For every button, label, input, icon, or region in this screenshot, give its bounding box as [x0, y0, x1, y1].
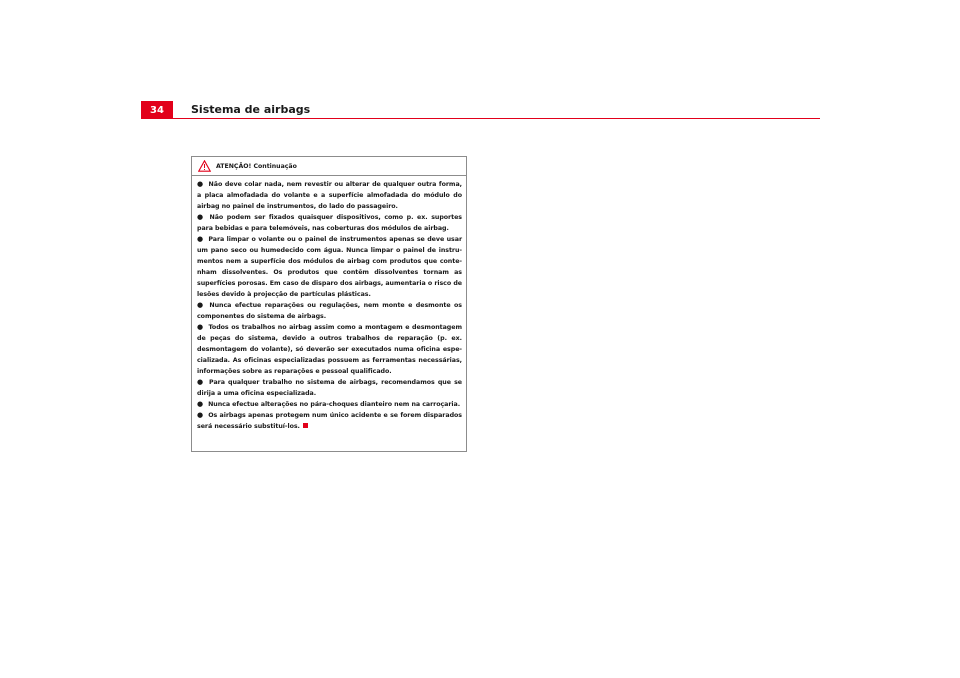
- warning-item: ● Nunca efectue reparações ou regulações, nem monte e desmonte os componentes do sistema de airbags.: [197, 301, 462, 320]
- warning-item: ● Nunca efectue alterações no pára-choques dianteiro nem na carroçaria.: [197, 400, 461, 408]
- end-of-section-marker: [303, 423, 308, 428]
- warning-item: ● Para qualquer trabalho no sistema de airbags, recomendamos que se dirija a uma oficina especializada.: [197, 378, 462, 397]
- warning-header: [192, 157, 466, 176]
- warning-item: ● Para limpar o volante ou o painel de instrumentos apenas se deve usar um pano seco ou humedecido com água. Nunca limpar o painel de instru-mentos nem a superfície dos módulos de airbag com produtos que conte-nham dissolventes. Os produtos que contêm dissolventes tornam as superfícies porosas. Em caso de disparo dos airbags, aumentaria o risco de lesões devido à projecção de partículas plásticas.: [197, 235, 463, 298]
- bullet: ●: [197, 301, 205, 309]
- warning-item: ● Os airbags apenas protegem num único acidente e se forem disparados será necessário substituí-los.: [197, 411, 462, 430]
- page-title: Sistema de airbags: [191, 103, 311, 116]
- bullet: ●: [197, 213, 205, 221]
- bullet: ●: [197, 180, 204, 188]
- bullet: ●: [197, 400, 204, 408]
- warning-item: ● Não podem ser fixados quaisquer dispositivos, como p. ex. suportes para bebidas e para telemóveis, nas coberturas dos módulos de airbag.: [197, 213, 462, 232]
- bullet: ●: [197, 235, 204, 243]
- warning-item: ● Todos os trabalhos no airbag assim como a montagem e desmontagem de peças do sistema, devido a outros trabalhos de reparação (p. ex. desmontagem do volante), só deverão ser executados numa oficina espe-cializada. As oficinas especializadas possuem as ferramentas necessárias, informações sobre as reparações e pessoal qualificado.: [197, 323, 462, 375]
- bullet: ●: [197, 378, 205, 386]
- header-divider: [173, 118, 820, 119]
- warning-item: ● Não deve colar nada, nem revestir ou alterar de qualquer outra forma, a placa almofadada do volante e a superfície almofadada do módulo do airbag no painel de instrumentos, do lado do passageiro.: [197, 180, 462, 210]
- warning-title: ATENÇÃO! Continuação: [216, 162, 297, 170]
- warning-box: [191, 156, 467, 452]
- warning-triangle-icon: [198, 160, 211, 172]
- bullet: ●: [197, 411, 204, 419]
- bullet: ●: [197, 323, 204, 331]
- warning-body: [192, 176, 466, 432]
- page-number: 34: [141, 101, 173, 119]
